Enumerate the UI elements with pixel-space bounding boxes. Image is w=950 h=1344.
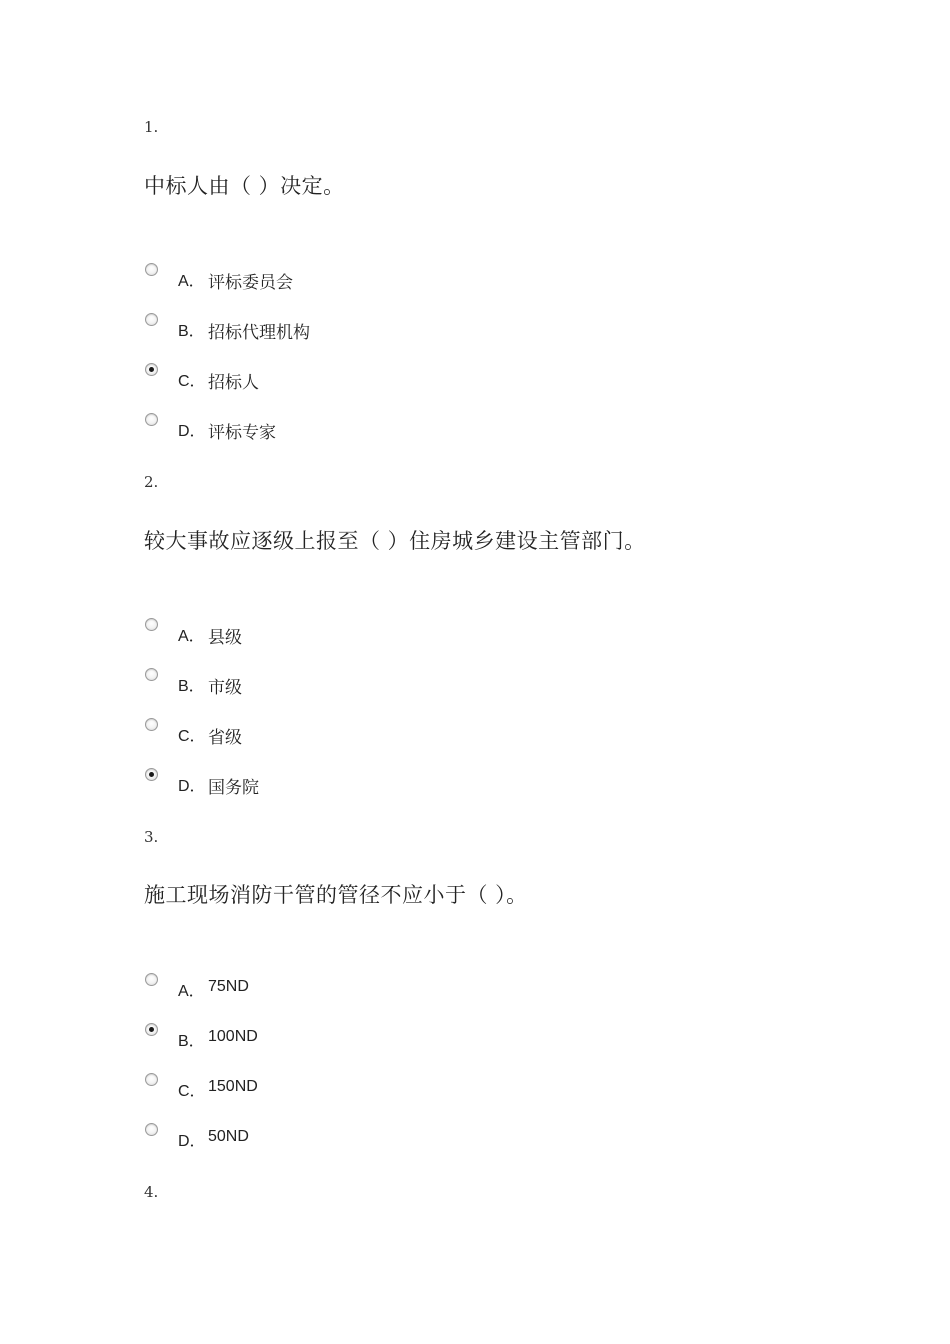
radio-button[interactable] <box>145 973 158 986</box>
question-1-option-a[interactable] <box>144 268 293 294</box>
radio-button[interactable] <box>145 1023 158 1036</box>
radio-button[interactable] <box>145 313 158 326</box>
question-2-number: 2. <box>144 473 159 491</box>
option-letter: D． <box>178 778 206 795</box>
option-letter: B． <box>178 678 205 695</box>
option-text: 国务院 <box>208 778 259 798</box>
option-letter: A． <box>178 273 205 290</box>
option-letter: A． <box>178 628 205 645</box>
question-2-stem: 较大事故应逐级上报至（ ）住房城乡建设主管部门。 <box>144 529 646 553</box>
option-text: 市级 <box>208 678 242 698</box>
question-1-option-b[interactable] <box>144 318 310 344</box>
question-2-option-c[interactable] <box>144 723 242 749</box>
option-letter: D． <box>178 1133 206 1150</box>
option-letter: C． <box>178 373 206 390</box>
option-letter: C． <box>178 1083 206 1100</box>
question-3-stem: 施工现场消防干管的管径不应小于（ ）。 <box>144 883 528 907</box>
question-1-option-d[interactable] <box>144 418 276 444</box>
option-text: 50ND <box>208 1128 249 1145</box>
radio-button[interactable] <box>145 413 158 426</box>
option-text: 省级 <box>208 728 242 748</box>
option-letter: A． <box>178 983 205 1000</box>
radio-button[interactable] <box>145 263 158 276</box>
radio-button[interactable] <box>145 1073 158 1086</box>
radio-button[interactable] <box>145 1123 158 1136</box>
option-text: 150ND <box>208 1078 258 1095</box>
question-1-number: 1. <box>144 118 159 136</box>
question-3-option-d[interactable] <box>144 1128 249 1154</box>
radio-button[interactable] <box>145 768 158 781</box>
radio-button[interactable] <box>145 618 158 631</box>
option-text: 100ND <box>208 1028 258 1045</box>
question-1-option-c[interactable] <box>144 368 259 394</box>
option-text: 招标人 <box>208 373 259 393</box>
option-letter: C． <box>178 728 206 745</box>
radio-button[interactable] <box>145 718 158 731</box>
option-letter: B． <box>178 323 205 340</box>
question-3-number: 3. <box>144 828 159 846</box>
option-text: 评标专家 <box>208 423 276 443</box>
question-3-option-a[interactable] <box>144 978 249 1004</box>
question-2-option-d[interactable] <box>144 773 259 799</box>
radio-button[interactable] <box>145 363 158 376</box>
option-text: 县级 <box>208 628 242 648</box>
radio-button[interactable] <box>145 668 158 681</box>
option-letter: B． <box>178 1033 205 1050</box>
option-text: 招标代理机构 <box>208 323 310 343</box>
question-3-option-c[interactable] <box>144 1078 258 1104</box>
question-2-option-a[interactable] <box>144 623 242 649</box>
option-letter: D． <box>178 423 206 440</box>
option-text: 75ND <box>208 978 249 995</box>
option-text: 评标委员会 <box>208 273 293 293</box>
question-1-stem: 中标人由（ ）决定。 <box>144 174 345 198</box>
question-2-option-b[interactable] <box>144 673 242 699</box>
question-4-number: 4. <box>144 1183 159 1201</box>
question-3-option-b[interactable] <box>144 1028 258 1054</box>
